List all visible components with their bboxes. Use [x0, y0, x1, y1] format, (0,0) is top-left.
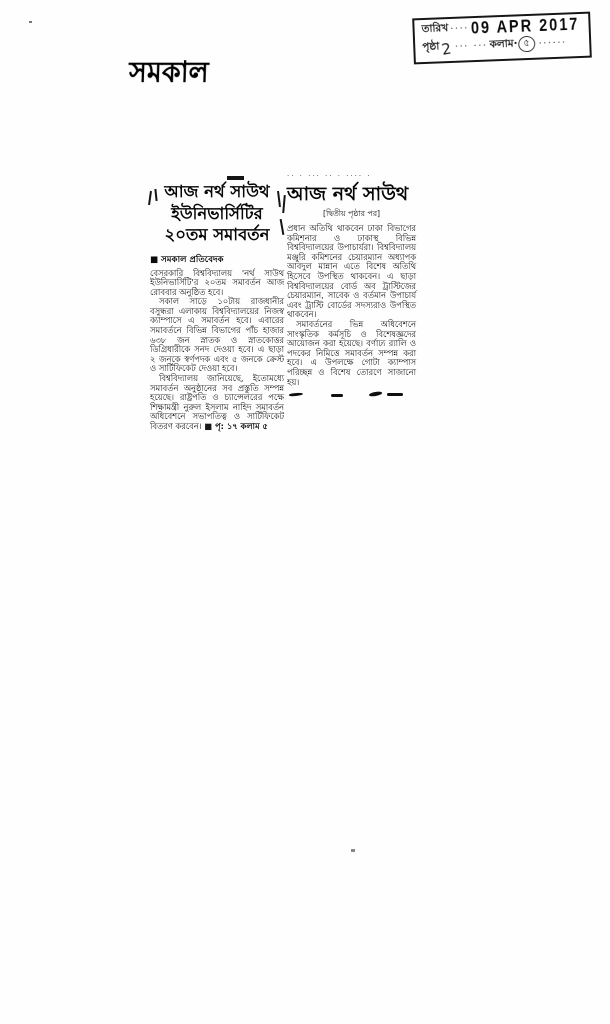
scribble-mark	[387, 393, 403, 396]
handwritten-scribbles	[287, 391, 416, 401]
headline-line-2: ইউনিভার্সিটির	[171, 203, 263, 223]
headline-line-1: আজ নর্থ সাউথ	[164, 182, 270, 201]
article-body	[150, 269, 284, 432]
scribble-mark	[369, 391, 382, 397]
stamp-date-label: তারিখ	[421, 22, 449, 36]
scan-speck	[351, 849, 355, 852]
stamp-dots: ······	[538, 37, 567, 50]
article-body	[287, 224, 416, 387]
cutoff-text-fragment: ·· · ··· ·· · ···· ·	[287, 172, 372, 180]
archive-date-stamp	[412, 12, 592, 65]
paragraph: বিশ্ববিদ্যালয় জানিয়েছে, ইতোমধ্যে সমাবর্তন অনুষ্ঠানের সব প্রস্তুতি সম্পন্ন হয়েছে। রাষ্ট্রপতি ও চ্যান্সেলরের পক্ষে শিক্ষামন্ত্রী নুরুল ইসলাম নাহিদ সমাবর্তন অধিবেশনে সভাপতিত্ব ও সার্টিফিকেট বিতরণ করবেন। ■ পৃ: ১৭ কলাম ৫	[150, 373, 284, 431]
stamp-date-value: 09 APR 2017	[470, 15, 580, 39]
stamp-column-label: কলাম·	[489, 36, 518, 50]
paragraph: সমাবর্তনের ভিন্ন অধিবেশনে সাংস্কৃতিক কর্মসূচি ও বিশেষজ্ঞদের আয়োজন করা হয়েছে। বর্ণাঢ্য র‌্যালি ও পদকের নিমিত্তে সমাবর্তন সম্পন্ন করা হবে। এ উপলক্ষে গোটা ক্যাম্পাস পরিচ্ছন্ন ও বিশেষ তোরণে সাজানো হয়।	[287, 318, 416, 387]
paragraph: প্রধান অতিথি থাকবেন ঢাকা বিভাগের কমিশনার ও ঢাকাস্থ বিভিন্ন বিশ্ববিদ্যালয়ের উপাচার্যরা। বিশ্ববিদ্যালয় মঞ্জুরি কমিশনের চেয়ারম্যান অধ্যাপক আবদুল মান্নান এতে বিশেষ অতিথি হিসেবে উপস্থিত থাকবেন। এ ছাড়া বিশ্ববিদ্যালয়ের বোর্ড অব ট্রাস্টিজের চেয়ারম্যান, সাবেক ও বর্তমান উপাচার্য এবং ট্রাস্টি বোর্ডের সদস্যরাও উপস্থিত থাকবেন।	[287, 223, 416, 320]
article-byline: ■ সমকাল প্রতিবেদক	[150, 254, 224, 265]
headline-line-3: ২০তম সমাবর্তন	[164, 225, 270, 244]
scan-artifact	[282, 195, 285, 213]
scan-speck	[29, 21, 32, 23]
article-clipping-left	[150, 181, 284, 432]
paragraph: বেসরকারি বিশ্ববিদ্যালয় 'নর্থ সাউথ ইউনিভার্সিটি'র ২০তম সমাবর্তন আজ রোববার অনুষ্ঠিত হবে।	[150, 267, 284, 297]
newspaper-masthead: সমকাল	[128, 55, 210, 90]
stamp-dots: ··· ···	[454, 40, 488, 53]
article-clipping-right	[287, 172, 416, 401]
continuation-note: ■ পৃ: ১৭ কলাম ৫	[204, 421, 268, 431]
article-headline	[150, 181, 284, 246]
article-headline: আজ নর্থ সাউথ	[287, 183, 409, 205]
stamp-page-label: পৃষ্ঠা	[422, 39, 440, 53]
stamp-page-number: 2	[440, 39, 453, 59]
scribble-mark	[289, 392, 303, 396]
scan-artifact	[227, 176, 244, 180]
stamp-dots: ····	[450, 23, 470, 35]
scribble-mark	[331, 394, 343, 397]
continued-from-note: [দ্বিতীয় পৃষ্ঠার পর]	[322, 209, 381, 218]
paragraph: সকাল সাড়ে ১০টায় রাজধানীর বসুন্ধরা এলাকায় বিশ্ববিদ্যালয়ের নিজস্ব ক্যাম্পাসে এ সমাবর্তন হবে। এবারের সমাবর্তনে বিভিন্ন বিভাগের পাঁচ হাজার ৬৩৮ জন স্নাতক ও স্নাতকোত্তর ডিগ্রিধারীকে সনদ দেওয়া হবে। এ ছাড়া ২ জনকে স্বর্ণপদক এবং ৫ জনকে ক্রেস্ট ও সার্টিফিকেট দেওয়া হবে।	[150, 296, 284, 374]
stamp-column-number: ৫	[518, 35, 537, 53]
